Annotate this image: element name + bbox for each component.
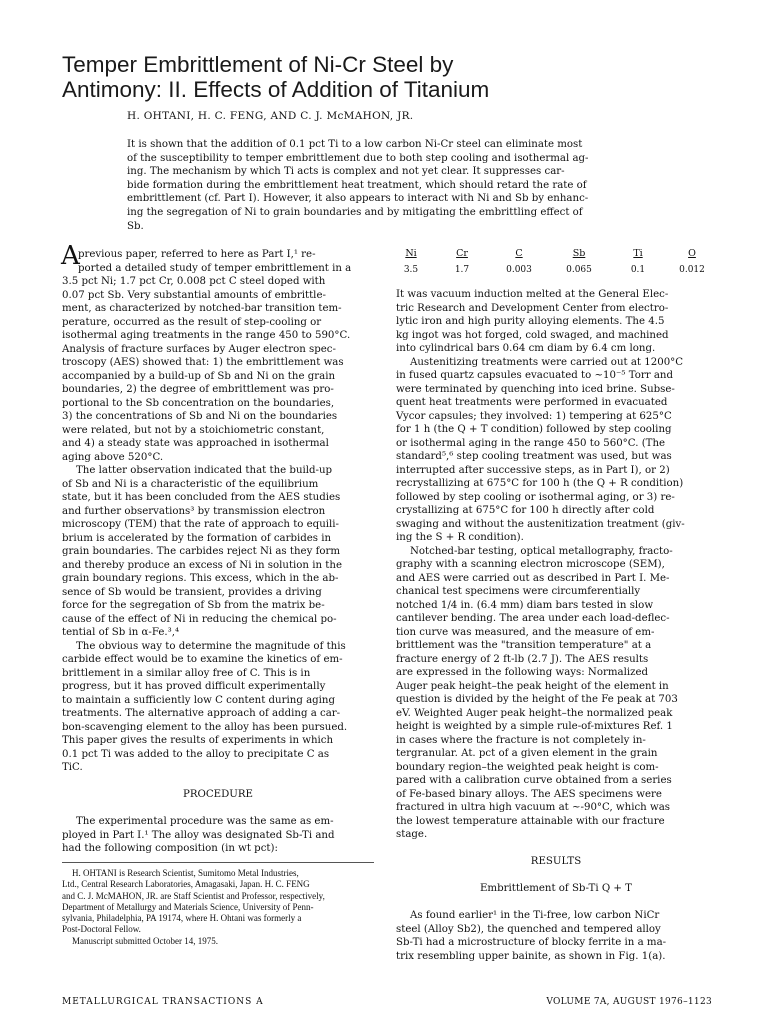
body-text-line: quent heat treatments were performed in evacuated: [396, 397, 668, 408]
body-text-line: state, but it has been concluded from the AES studies: [62, 492, 341, 503]
footnote-line: Ltd., Central Research Laboratories, Amagasaki, Japan. H. C. FENG: [62, 879, 310, 890]
body-text-line: microscopy (TEM) that the rate of approach to equili-: [62, 519, 339, 530]
body-text-line: lytic iron and high purity alloying elements. The 4.5: [396, 316, 665, 327]
composition-value: 3.5: [403, 265, 419, 275]
author-footnote: [62, 868, 380, 947]
body-text-line: ing the S + R condition).: [396, 532, 524, 543]
body-text-line: ployed in Part I.¹ The alloy was designated Sb-Ti and: [62, 829, 335, 841]
body-text-line: portional to the Sb concentration on the boundaries,: [62, 397, 335, 409]
body-text-line: tion curve was measured, and the measure of em-: [396, 626, 655, 638]
footnote-line: Department of Metallurgy and Materials Science, University of Penn-: [62, 901, 314, 912]
drop-cap: A: [61, 241, 80, 271]
body-text-line: troscopy (AES) showed that: 1) the embrittlement was: [62, 357, 344, 368]
body-text-line: steel (Alloy Sb2), the quenched and tempered alloy: [396, 923, 661, 935]
body-text-line: cantilever bending. The area under each load-deflec-: [396, 613, 670, 624]
body-text-line: boundary region–the weighted peak height is com-: [396, 761, 659, 773]
body-text-line: and AES were carried out as described in Part I. Me-: [396, 572, 670, 584]
body-text-line: Embrittlement of Sb-Ti Q + T: [480, 883, 632, 894]
body-text-line: fracture energy of 2 ft-lb (2.7 J). The AES results: [396, 653, 649, 665]
composition-value: 0.003: [506, 265, 532, 275]
body-text-line: eV. Weighted Auger peak height–the normalized peak: [396, 707, 673, 719]
abstract-line: of the susceptibility to temper embrittlement due to both step cooling and isothermal ag-: [127, 152, 589, 164]
title-line: Antimony: II. Effects of Addition of Titanium: [62, 77, 490, 102]
body-text-line: The experimental procedure was the same as em-: [76, 816, 334, 827]
body-text-line: TiC.: [62, 762, 83, 773]
body-text-line: accompanied by a build-up of Sb and Ni on the grain: [62, 370, 336, 382]
body-text-line: of Fe-based binary alloys. The AES specimens were: [396, 788, 662, 800]
body-text-line: 3.5 pct Ni; 1.7 pct Cr, 0.008 pct C steel doped with: [62, 276, 326, 287]
composition-header: O: [688, 248, 696, 259]
body-text-line: As found earlier¹ in the Ti-free, low carbon NiCr: [410, 910, 660, 921]
footnote-line: and C. J. McMAHON, JR. are Staff Scientist and Professor, respectively,: [62, 890, 325, 901]
body-text-line: followed by step cooling or isothermal aging, or 3) re-: [396, 491, 675, 503]
body-text-line: graphy with a scanning electron microscope (SEM),: [396, 559, 665, 570]
footnote-line: Manuscript submitted October 14, 1975.: [72, 935, 218, 946]
body-text-line: force for the segregation of Sb from the matrix be-: [62, 600, 325, 611]
composition-header: Sb: [572, 248, 586, 259]
body-text-line: and further observations³ by transmission electron: [62, 505, 326, 517]
volume-page: VOLUME 7A, AUGUST 1976–1123: [546, 997, 712, 1007]
body-text-line: Vycor capsules; they involved: 1) tempering at 625°C: [396, 410, 672, 422]
body-text-line: sence of Sb would be transient, provides a driving: [62, 586, 322, 598]
body-text-line: PROCEDURE: [183, 789, 253, 800]
body-text-line: 3) the concentrations of Sb and Ni on the boundaries: [62, 411, 338, 422]
body-text-line: into cylindrical bars 0.64 cm diam by 6.4 cm long.: [396, 343, 656, 354]
author-list: H. OHTANI, H. C. FENG, AND C. J. McMAHON, JR.: [127, 110, 414, 122]
body-text-line: in fused quartz capsules evacuated to ~10⁻⁵ Torr and: [396, 370, 673, 381]
abstract-line: embrittlement (cf. Part I). However, it also appears to interact with Ni and Sb by enhanc-: [127, 193, 589, 205]
body-text-line: chanical test specimens were circumferentially: [396, 586, 641, 597]
body-text-line: Analysis of fracture surfaces by Auger electron spec-: [62, 343, 336, 355]
body-text-line: and thereby produce an excess of Ni in solution in the: [62, 559, 342, 571]
body-text-line: or isothermal aging in the range 450 to 560°C. (The: [396, 437, 666, 449]
abstract-line: bide formation during the embrittlement heat treatment, which should retard the rate of: [127, 179, 587, 191]
body-text-line: treatments. The alternative approach of adding a car-: [62, 708, 341, 719]
body-text-line: question is divided by the height of the Fe peak at 703: [396, 694, 678, 705]
body-text-line: interrupted after successive steps, as in Part I), or 2): [396, 464, 670, 476]
body-text-line: in cases where the fracture is not completely in-: [396, 734, 646, 746]
body-text-line: fractured in ultra high vacuum at ~-90°C, which was: [396, 802, 670, 813]
body-text-line: of Sb and Ni is a characteristic of the equilibrium: [62, 478, 319, 490]
body-text-line: trix resembling upper bainite, as shown in Fig. 1(a).: [396, 950, 666, 962]
composition-header: Ti: [633, 248, 643, 259]
article-title: [62, 52, 702, 102]
body-text-line: the lowest temperature attainable with our fracture: [396, 815, 665, 827]
body-text-line: and 4) a steady state was approached in isothermal: [62, 438, 329, 449]
body-text-line: were related, but not by a stoichiometric constant,: [62, 424, 325, 436]
body-text-line: to maintain a sufficiently low C content during aging: [62, 694, 336, 706]
composition-value: 0.1: [630, 265, 646, 275]
body-text-line: ported a detailed study of temper embrittlement in a: [78, 262, 352, 274]
body-text-line: bon-scavenging element to the alloy has been pursued.: [62, 721, 348, 733]
body-text-line: pared with a calibration curve obtained from a series: [396, 775, 672, 786]
body-text-line: [396, 842, 716, 856]
footnote-divider: [62, 862, 374, 863]
body-text-line: tergranular. At. pct of a given element in the grain: [396, 748, 658, 759]
body-text-line: [396, 869, 716, 883]
footnote-line: Post-Doctoral Fellow.: [62, 924, 141, 935]
body-text-line: carbide effect would be to examine the kinetics of em-: [62, 654, 343, 665]
body-text-line: Sb-Ti had a microstructure of blocky ferrite in a ma-: [396, 937, 667, 948]
body-text-line: It was vacuum induction melted at the General Elec-: [396, 289, 669, 300]
composition-value: 1.7: [454, 265, 470, 275]
abstract: [127, 138, 647, 233]
body-text-line: aging above 520°C.: [62, 451, 164, 463]
body-text-line: notched 1/4 in. (6.4 mm) diam bars tested in slow: [396, 599, 654, 611]
composition-header: C: [515, 248, 523, 259]
body-text-line: grain boundary regions. This excess, which in the ab-: [62, 573, 339, 584]
body-text-line: ment, as characterized by notched-bar transition tem-: [62, 303, 342, 314]
body-text-line: swaging and without the austenitization treatment (giv-: [396, 518, 685, 530]
body-text-line: tric Research and Development Center from electro-: [396, 302, 669, 314]
composition-value: 0.065: [566, 265, 592, 275]
composition-header: Cr: [456, 248, 468, 259]
left-column: [61, 241, 374, 856]
body-text-line: had the following composition (in wt pct):: [62, 843, 278, 854]
abstract-line: ing the segregation of Ni to grain boundaries and by mitigating the embrittling effect of: [127, 206, 583, 218]
body-text-line: Notched-bar testing, optical metallography, fracto-: [410, 545, 673, 557]
body-text-line: brittlement was the "transition temperature" at a: [396, 640, 652, 651]
body-text-line: [62, 802, 374, 816]
footnote-line: sylvania, Philadelphia, PA 19174, where H. Ohtani was formerly a: [62, 913, 302, 924]
body-text-line: recrystallizing at 675°C for 100 h (the Q + R condition): [396, 478, 684, 489]
body-text-line: grain boundaries. The carbides reject Ni as they form: [62, 546, 341, 557]
right-column: [396, 288, 716, 963]
body-text-line: The latter observation indicated that the build-up: [76, 465, 333, 476]
body-text-line: The obvious way to determine the magnitude of this: [76, 640, 346, 652]
journal-name: METALLURGICAL TRANSACTIONS A: [62, 997, 264, 1007]
footnote-line: H. OHTANI is Research Scientist, Sumitomo Metal Industries,: [72, 868, 299, 878]
composition-header: Ni: [405, 248, 417, 259]
body-text-line: RESULTS: [530, 856, 582, 867]
body-text-line: kg ingot was hot forged, cold swaged, and machined: [396, 329, 669, 341]
body-text-line: Austenitizing treatments were carried out at 1200°C: [410, 356, 684, 368]
body-text-line: tential of Sb in α-Fe.³,⁴: [62, 627, 180, 638]
body-text-line: progress, but it has proved difficult experimentally: [62, 681, 326, 692]
body-text-line: perature, occurred as the result of step-cooling or: [62, 316, 322, 328]
body-text-line: brittlement in a similar alloy free of C. This is in: [62, 667, 311, 679]
body-text-line: isothermal aging treatments in the range 450 to 590°C.: [62, 330, 351, 341]
composition-value: 0.012: [679, 265, 705, 275]
body-text-line: boundaries, 2) the degree of embrittlement was pro-: [62, 384, 334, 395]
body-text-line: 0.1 pct Ti was added to the alloy to precipitate C as: [62, 748, 330, 760]
body-text-line: [396, 896, 716, 910]
body-text-line: standard⁵,⁶ step cooling treatment was used, but was: [396, 451, 672, 462]
abstract-line: It is shown that the addition of 0.1 pct Ti to a low carbon Ni-Cr steel can eliminate most: [127, 139, 583, 150]
body-text-line: previous paper, referred to here as Part I,¹ re-: [78, 249, 316, 260]
body-text-line: height is weighted by a simple rule-of-mixtures Ref. 1: [396, 721, 673, 732]
body-text-line: for 1 h (the Q + T condition) followed by step cooling: [396, 424, 672, 435]
body-text-line: were terminated by quenching into iced brine. Subse-: [396, 383, 675, 395]
title-line: Temper Embrittlement of Ni-Cr Steel by: [62, 52, 454, 77]
body-text-line: [62, 775, 374, 789]
abstract-line: Sb.: [127, 220, 144, 232]
body-text-line: cause of the effect of Ni in reducing the chemical po-: [62, 613, 337, 625]
body-text-line: 0.07 pct Sb. Very substantial amounts of embrittle-: [62, 289, 326, 301]
body-text-line: Auger peak height–the peak height of the element in: [396, 680, 669, 692]
abstract-line: ing. The mechanism by which Ti acts is complex and not yet clear. It suppresses car-: [127, 166, 565, 178]
body-text-line: brium is accelerated by the formation of carbides in: [62, 532, 332, 544]
body-text-line: This paper gives the results of experiments in which: [62, 735, 334, 746]
body-text-line: stage.: [396, 829, 428, 840]
body-text-line: crystallizing at 675°C for 100 h directly after cold: [396, 505, 655, 516]
body-text-line: are expressed in the following ways: Normalized: [396, 667, 649, 678]
